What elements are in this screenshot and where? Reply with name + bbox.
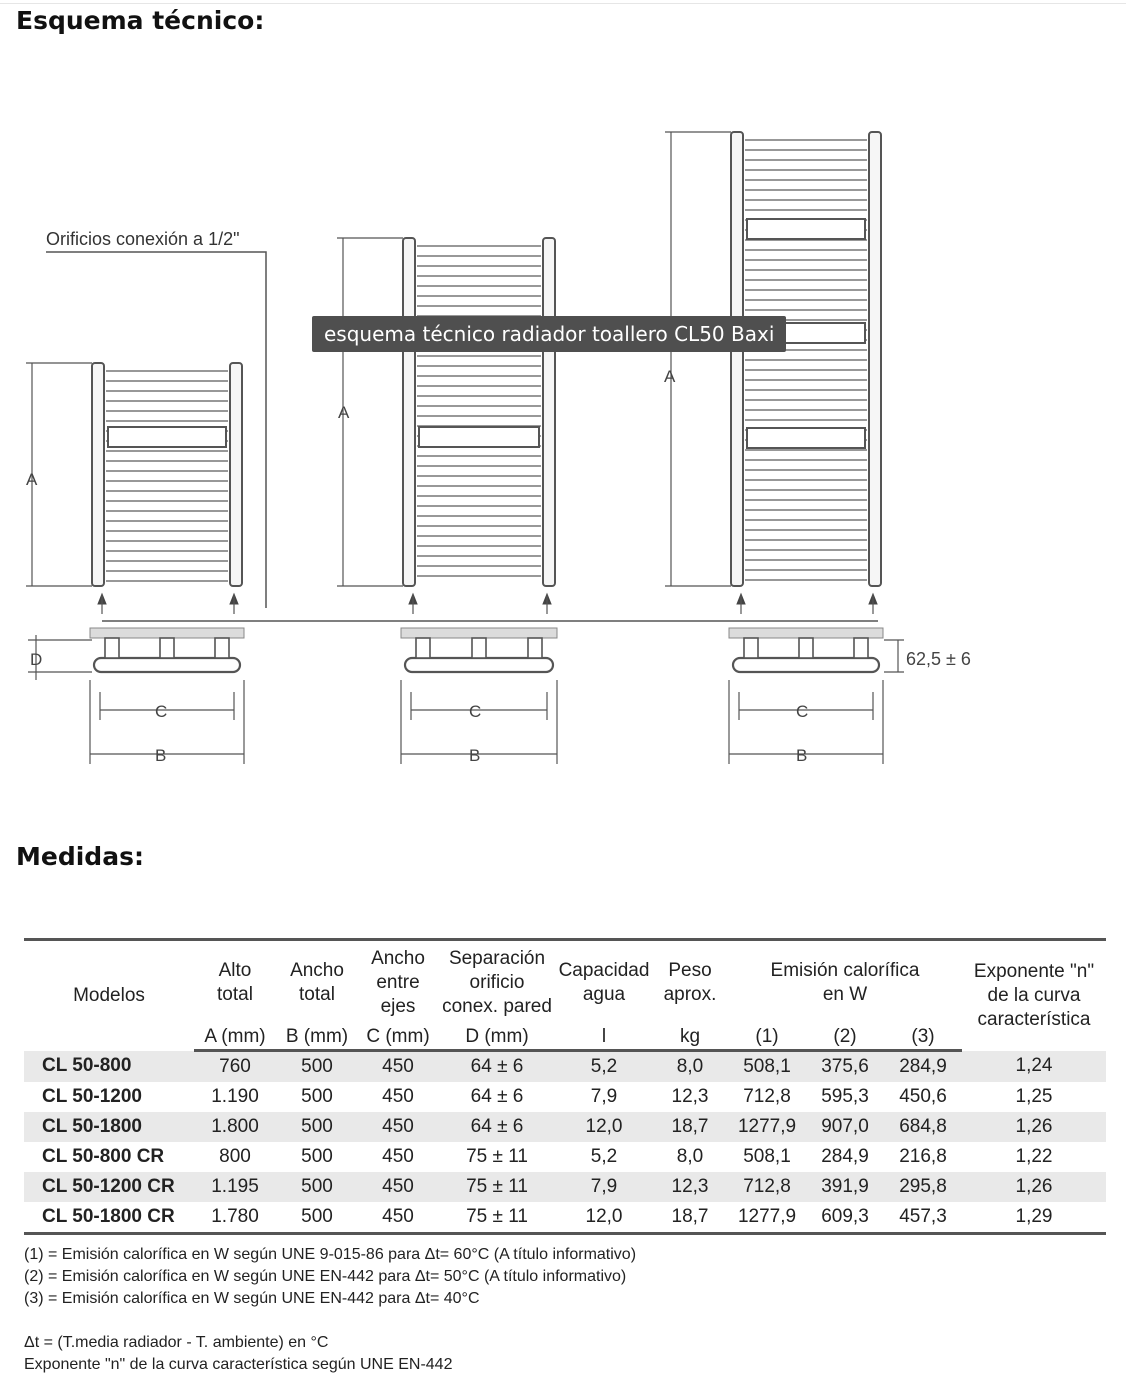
unit-cap: l	[556, 1025, 652, 1051]
cell-peso: 12,3	[671, 1086, 709, 1107]
cell-e1: 1277,9	[728, 1112, 806, 1142]
unit-e3: (3)	[884, 1025, 962, 1051]
cell-e2: 391,9	[806, 1172, 884, 1202]
dim-a-large: A	[664, 367, 676, 386]
cell-cap: 12,0	[556, 1202, 652, 1234]
cell-model: CL 50-1800 CR	[24, 1202, 194, 1234]
measurements-table-wrapper	[24, 938, 1106, 1235]
header-capacidad: Capacidad agua	[556, 940, 652, 1026]
radiator-plan-large	[733, 658, 879, 672]
unit-e1: (1)	[728, 1025, 806, 1051]
cell-a: 1.780	[194, 1202, 276, 1234]
cell-n: 1,22	[1015, 1146, 1053, 1167]
footnote-3: (3) = Emisión calorífica en W según UNE EN-442 para Δt= 40°C	[24, 1290, 480, 1307]
section-title-medidas: Medidas:	[16, 842, 144, 871]
cell-e1: 1277,9	[728, 1202, 806, 1234]
cell-e3: 684,8	[884, 1112, 962, 1142]
cell-e2: 907,0	[806, 1112, 884, 1142]
cell-n: 1,26	[962, 1112, 1106, 1142]
cell-b: 500	[301, 1086, 333, 1107]
header-alto: Alto total	[194, 940, 276, 1026]
unit-b: B (mm)	[276, 1025, 358, 1051]
footnote-exponente: Exponente "n" de la curva característica según UNE EN-442	[24, 1356, 453, 1373]
label-connection-holes: Orificios conexión a 1/2"	[46, 229, 240, 249]
bracket-large	[744, 638, 758, 658]
cell-cap: 7,9	[590, 1086, 618, 1107]
cell-model: CL 50-800 CR	[42, 1146, 165, 1167]
header-emision: Emisión calorífica en W	[728, 940, 962, 1026]
cell-c: 450	[382, 1086, 414, 1107]
unit-c: C (mm)	[358, 1025, 438, 1051]
bracket-large	[854, 638, 868, 658]
cell-cap: 5,2	[556, 1051, 652, 1083]
cell-e2: 609,3	[806, 1202, 884, 1234]
cell-e2: 375,6	[806, 1051, 884, 1083]
cell-b: 500	[276, 1202, 358, 1234]
radiator-large-rail-left	[731, 132, 743, 586]
radiator-plan-medium	[405, 658, 553, 672]
wall-section-medium	[401, 628, 557, 638]
cell-e2: 284,9	[821, 1146, 869, 1167]
unit-a: A (mm)	[194, 1025, 276, 1051]
cell-n: 1,24	[962, 1051, 1106, 1083]
radiator-small-rail-right	[230, 363, 242, 586]
cell-d: 75 ± 11	[438, 1172, 556, 1202]
unit-peso: kg	[652, 1025, 728, 1051]
cell-e1: 712,8	[728, 1172, 806, 1202]
cell-b: 500	[276, 1112, 358, 1142]
radiator-large-rail-right	[869, 132, 881, 586]
dim-c-small: C	[155, 702, 168, 721]
dim-c-medium: C	[469, 702, 482, 721]
cell-e3: 284,9	[884, 1051, 962, 1083]
cell-c: 450	[382, 1146, 414, 1167]
cell-model: CL 50-1200	[42, 1086, 142, 1107]
table-row	[24, 1112, 1106, 1142]
header-ancho: Ancho total	[276, 940, 358, 1026]
cell-peso: 18,7	[652, 1112, 728, 1142]
cell-a: 1.800	[194, 1112, 276, 1142]
dim-b-small: B	[155, 746, 167, 765]
radiator-large-window	[747, 428, 865, 448]
radiator-plan-small	[94, 658, 240, 672]
cell-a: 760	[194, 1051, 276, 1083]
radiator-medium-window	[419, 427, 539, 447]
cell-e3: 457,3	[884, 1202, 962, 1234]
wall-section-small	[90, 628, 244, 638]
header-modelos: Modelos	[24, 940, 194, 1051]
cell-model: CL 50-1800	[24, 1112, 194, 1142]
image-tooltip: esquema técnico radiador toallero CL50 Baxi	[312, 316, 786, 352]
radiator-large-window	[747, 219, 865, 239]
header-peso: Peso aprox.	[652, 940, 728, 1026]
cell-c: 450	[358, 1112, 438, 1142]
bracket-medium	[528, 638, 542, 658]
cell-e1: 508,1	[728, 1051, 806, 1083]
bracket-small	[105, 638, 119, 658]
cell-e3: 216,8	[899, 1146, 947, 1167]
cell-e1: 712,8	[743, 1086, 791, 1107]
cell-b: 500	[276, 1172, 358, 1202]
header-separacion: Separación orificio conex. pared	[438, 940, 556, 1026]
cell-d: 64 ± 6	[438, 1051, 556, 1083]
table-row	[24, 1051, 1106, 1083]
cell-c: 450	[358, 1202, 438, 1234]
dim-a-small: A	[26, 470, 38, 489]
cell-a: 1.190	[211, 1086, 259, 1107]
header-ancho-ejes: Ancho entre ejes	[358, 940, 438, 1026]
cell-n: 1,26	[962, 1172, 1106, 1202]
table-row	[24, 1202, 1106, 1234]
dim-b-medium: B	[469, 746, 481, 765]
cell-n: 1,25	[1015, 1086, 1053, 1107]
cell-d: 75 ± 11	[438, 1202, 556, 1234]
dim-a-medium: A	[338, 403, 350, 422]
cell-peso: 8,0	[676, 1146, 704, 1167]
cell-model: CL 50-1200 CR	[24, 1172, 194, 1202]
measurements-table	[24, 938, 1106, 1235]
cell-model: CL 50-800	[24, 1051, 194, 1083]
table-row	[24, 1142, 1106, 1172]
cell-cap: 12,0	[556, 1112, 652, 1142]
unit-e2: (2)	[806, 1025, 884, 1051]
bracket-small	[160, 638, 174, 658]
radiator-medium-rail-right	[543, 238, 555, 586]
cell-b: 500	[301, 1146, 333, 1167]
bracket-medium	[416, 638, 430, 658]
top-divider	[0, 3, 1126, 4]
cell-d: 64 ± 6	[470, 1086, 524, 1107]
cell-d: 64 ± 6	[438, 1112, 556, 1142]
cell-peso: 8,0	[652, 1051, 728, 1083]
dim-b-large: B	[796, 746, 808, 765]
table-row	[24, 1082, 1106, 1112]
cell-d: 75 ± 11	[466, 1146, 528, 1167]
bracket-medium	[472, 638, 486, 658]
table-row	[24, 1172, 1106, 1202]
cell-a: 800	[219, 1146, 251, 1167]
radiator-small-window	[108, 427, 226, 447]
dim-depth: 62,5 ± 6	[906, 649, 971, 669]
cell-peso: 18,7	[652, 1202, 728, 1234]
radiator-small-rail-left	[92, 363, 104, 586]
cell-e1: 508,1	[743, 1146, 791, 1167]
section-title-esquema: Esquema técnico:	[16, 6, 265, 35]
header-exponente: Exponente "n" de la curva característica	[962, 940, 1106, 1051]
cell-cap: 5,2	[590, 1146, 618, 1167]
cell-a: 1.195	[194, 1172, 276, 1202]
unit-d: D (mm)	[438, 1025, 556, 1051]
cell-cap: 7,9	[556, 1172, 652, 1202]
footnote-delta-t: Δt = (T.media radiador - T. ambiente) en °C	[24, 1334, 329, 1351]
cell-e2: 595,3	[821, 1086, 869, 1107]
bracket-large	[799, 638, 813, 658]
technical-diagram	[0, 80, 1126, 780]
cell-c: 450	[358, 1172, 438, 1202]
cell-e3: 450,6	[899, 1086, 947, 1107]
footnote-1: (1) = Emisión calorífica en W según UNE 9-015-86 para Δt= 60°C (A título informativo)	[24, 1246, 637, 1263]
radiator-medium-rail-left	[403, 238, 415, 586]
cell-peso: 12,3	[652, 1172, 728, 1202]
footnotes	[24, 1244, 636, 1376]
footnote-2: (2) = Emisión calorífica en W según UNE EN-442 para Δt= 50°C (A título informativo)	[24, 1268, 627, 1285]
cell-c: 450	[358, 1051, 438, 1083]
dim-d: D	[30, 650, 43, 669]
cell-n: 1,29	[962, 1202, 1106, 1234]
bracket-small	[215, 638, 229, 658]
cell-e3: 295,8	[884, 1172, 962, 1202]
dim-c-large: C	[796, 702, 809, 721]
wall-section-large	[729, 628, 883, 638]
cell-b: 500	[276, 1051, 358, 1083]
